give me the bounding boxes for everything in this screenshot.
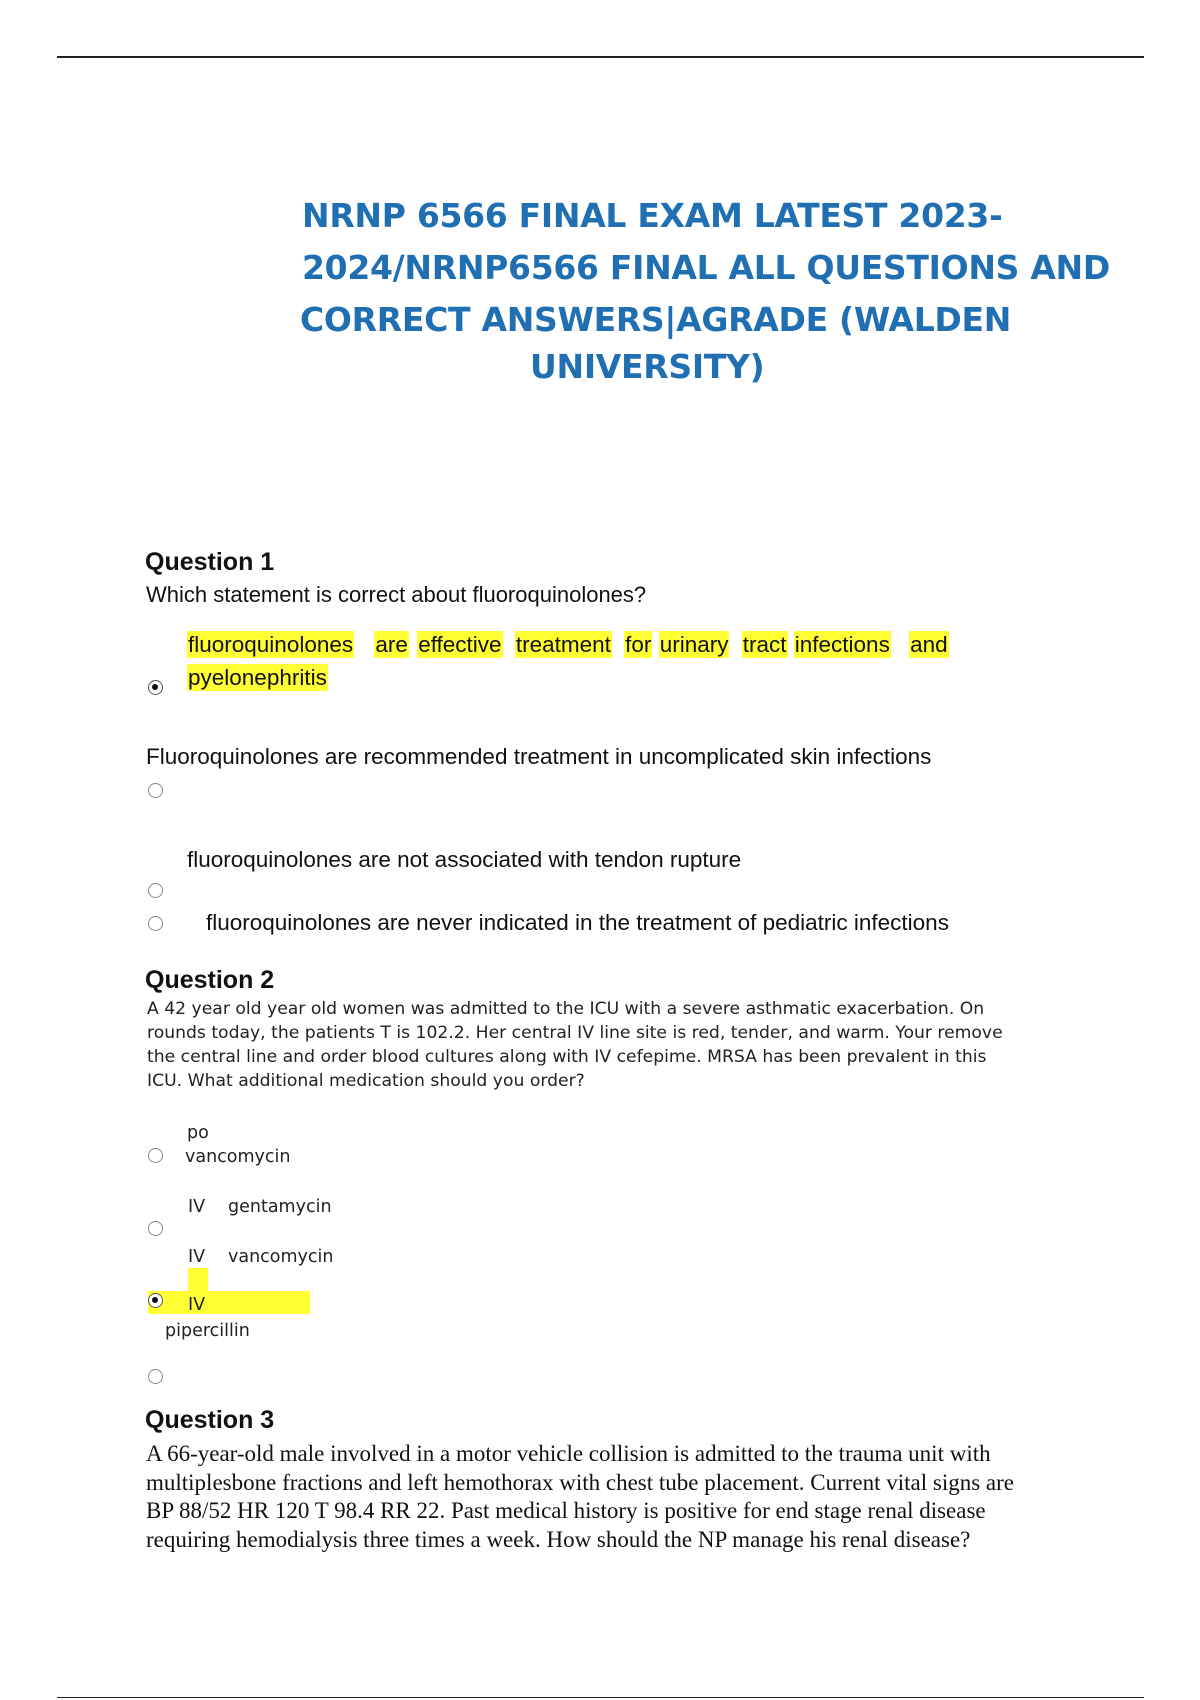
q2-option-a-radio[interactable] <box>148 1148 163 1163</box>
question-3-prompt <box>146 1440 1066 1554</box>
q3-prompt-line: BP 88/52 HR 120 T 98.4 RR 22. Past medical history is positive for end stage renal disease <box>146 1498 986 1523</box>
q1-a-word: for <box>625 632 652 657</box>
q2-option-d-drug: pipercillin <box>165 1321 250 1341</box>
q2-option-a-line2: vancomycin <box>185 1147 291 1167</box>
q1-a-word: are <box>375 632 408 657</box>
q1-option-b-radio[interactable] <box>148 783 163 798</box>
q2-option-c-route: IV <box>188 1247 206 1267</box>
q2-option-d-route: IV <box>188 1295 206 1315</box>
question-3-heading: Question 3 <box>145 1406 275 1434</box>
title-line-4: UNIVERSITY) <box>530 347 765 386</box>
q2-option-b-drug: gentamycin <box>228 1197 332 1217</box>
title-line-1: NRNP 6566 FINAL EXAM LATEST 2023- <box>302 196 1003 235</box>
question-2-heading: Question 2 <box>145 966 275 994</box>
q2-prompt-line: rounds today, the patients T is 102.2. Her central IV line site is red, tender, and warm. Your remove <box>147 1023 1003 1043</box>
q1-option-a-line2 <box>187 665 328 691</box>
q2-prompt-line: the central line and order blood cultures along with IV cefepime. MRSA has been prevalent in this <box>147 1047 987 1067</box>
q1-a-word: pyelonephritis <box>188 665 327 690</box>
q1-a-word: urinary <box>659 632 729 657</box>
q1-option-a-radio[interactable] <box>148 680 163 695</box>
q1-a-word: treatment <box>515 632 611 657</box>
bottom-rule <box>57 1697 1144 1698</box>
q2-option-d-radio[interactable] <box>148 1293 163 1308</box>
q2-option-b-radio[interactable] <box>148 1221 163 1236</box>
q2-option-b-route: IV <box>188 1197 206 1217</box>
q2-extra-radio[interactable] <box>148 1369 163 1384</box>
title-line-2: 2024/NRNP6566 FINAL ALL QUESTIONS AND <box>302 248 1110 287</box>
question-1-prompt: Which statement is correct about fluoroquinolones? <box>146 582 647 607</box>
q3-prompt-line: A 66-year-old male involved in a motor vehicle collision is admitted to the trauma unit with <box>146 1441 991 1466</box>
q1-a-word: fluoroquinolones <box>188 632 354 657</box>
answer-highlight <box>148 1291 310 1314</box>
top-rule <box>57 56 1144 58</box>
q1-option-c-radio[interactable] <box>148 883 163 898</box>
q1-option-a-line1 <box>187 632 949 658</box>
title-line-3: CORRECT ANSWERS|AGRADE (WALDEN <box>300 300 1012 339</box>
q1-a-word: effective <box>418 632 502 657</box>
q2-prompt-line: A 42 year old year old women was admitted to the ICU with a severe asthmatic exacerbation. On <box>147 999 985 1019</box>
q1-a-word: infections <box>794 632 890 657</box>
q2-option-c-drug: vancomycin <box>228 1247 334 1267</box>
q3-prompt-line: multiplesbone fractions and left hemothorax with chest tube placement. Current vital signs are <box>146 1469 1015 1495</box>
question-2-prompt <box>147 997 1054 1093</box>
question-1-heading: Question 1 <box>145 548 275 576</box>
q1-a-word: tract <box>742 632 787 657</box>
q1-option-d-radio[interactable] <box>148 916 163 931</box>
q2-option-a-line1: po <box>187 1123 209 1143</box>
q1-option-d-label: fluoroquinolones are never indicated in the treatment of pediatric infections <box>206 910 949 935</box>
answer-highlight <box>188 1268 208 1292</box>
q2-prompt-line: ICU. What additional medication should you order? <box>147 1071 585 1091</box>
q3-prompt-line: requiring hemodialysis three times a week. How should the NP manage his renal disease? <box>146 1526 971 1552</box>
q1-option-c-label: fluoroquinolones are not associated with tendon rupture <box>187 847 742 872</box>
q1-a-word: and <box>910 632 948 657</box>
q1-option-b-label: Fluoroquinolones are recommended treatment in uncomplicated skin infections <box>146 744 932 769</box>
